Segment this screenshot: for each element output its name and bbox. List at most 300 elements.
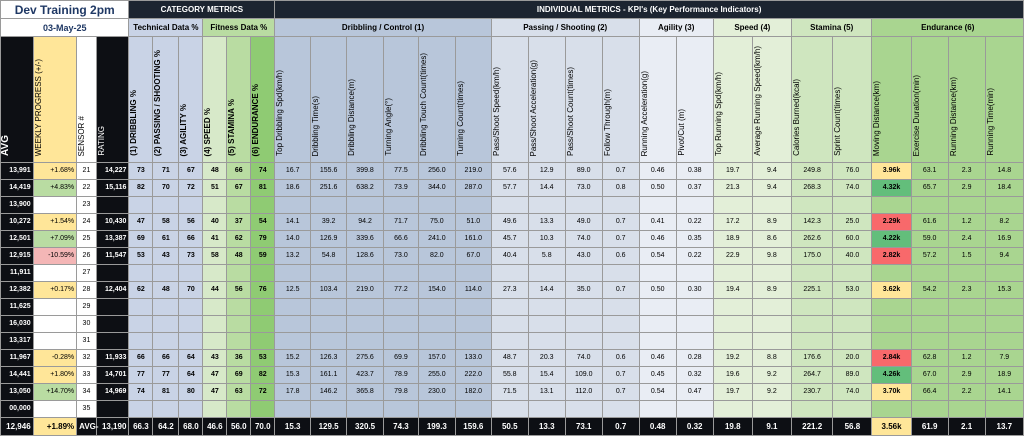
metric-value-cell: 5.8 [528,248,565,265]
player-row[interactable] [1,214,1024,231]
metric-value-cell: 66.4 [911,384,948,401]
sensor-cell: 27 [77,265,97,282]
column-header-7 [203,37,227,163]
metric-value-cell: 0.46 [639,350,676,367]
weekly-progress-cell: -0.28% [33,350,77,367]
average-value-cell: 0.7 [602,418,639,436]
player-row[interactable] [1,350,1024,367]
avg-cell: 11,625 [1,299,34,316]
metric-value-cell: 249.8 [791,163,832,180]
metric-value-cell: 69.9 [384,350,419,367]
metric-value-cell: 256.0 [418,163,455,180]
metric-value-cell: 73.9 [384,180,419,197]
rating-cell [96,333,129,350]
metric-value-cell [565,299,602,316]
player-row[interactable] [1,163,1024,180]
category-value-cell: 53 [129,248,153,265]
category-value-cell: 43 [203,350,227,367]
metric-value-cell [347,401,384,418]
rating-cell [96,197,129,214]
metric-value-cell: 2.84k [872,350,911,367]
metric-value-cell [311,197,347,214]
category-value-cell: 47 [203,384,227,401]
metric-value-cell: 230.0 [418,384,455,401]
metric-value-cell [676,333,713,350]
metric-value-cell: 8.9 [752,214,791,231]
category-value-cell: 62 [129,282,153,299]
metric-value-cell: 9.2 [752,384,791,401]
metric-value-cell: 74.0 [833,384,872,401]
metric-value-cell [985,197,1023,214]
metric-value-cell [418,333,455,350]
metric-value-cell [528,299,565,316]
metric-value-cell: 9.2 [752,367,791,384]
metric-value-cell [833,299,872,316]
metric-value-cell: 67.0 [455,248,491,265]
avg-cell: 12,915 [1,248,34,265]
metric-value-cell: 67.0 [911,367,948,384]
metric-value-cell: 15.3 [985,282,1023,299]
metric-value-cell [602,197,639,214]
average-value-cell: 73.1 [565,418,602,436]
metric-value-cell: 15.3 [275,367,311,384]
metric-value-cell: 12.9 [528,163,565,180]
metric-value-cell [311,401,347,418]
category-value-cell [153,265,179,282]
metric-value-cell [311,333,347,350]
category-value-cell: 67 [179,163,203,180]
metric-value-cell [639,265,676,282]
category-value-cell: 74 [251,163,275,180]
metric-value-cell [911,316,948,333]
player-row[interactable] [1,333,1024,350]
metric-value-cell [275,197,311,214]
column-header-label: Average Running Speed(km/h) [752,46,762,156]
metric-value-cell [676,299,713,316]
metric-value-cell: 222.0 [455,367,491,384]
average-value-cell: 320.5 [347,418,384,436]
metric-value-cell: 4.26k [872,367,911,384]
metric-value-cell: 0.46 [639,163,676,180]
metric-value-cell [911,197,948,214]
metric-value-cell [791,265,832,282]
average-value-cell: 64.2 [153,418,179,436]
metric-value-cell: 0.22 [676,248,713,265]
metric-value-cell: 175.0 [791,248,832,265]
metric-value-cell: 9.8 [752,248,791,265]
column-header-24 [791,37,832,163]
metric-value-cell [602,299,639,316]
category-value-cell [203,197,227,214]
metric-value-cell: 18.4 [985,180,1023,197]
category-value-cell: 73 [129,163,153,180]
category-value-cell: 37 [227,214,251,231]
metric-value-cell [602,401,639,418]
avg-cell: 14,419 [1,180,34,197]
metric-value-cell [985,316,1023,333]
category-value-cell: 74 [129,384,153,401]
metric-value-cell: 49.6 [491,214,528,231]
metric-value-cell [676,197,713,214]
metric-value-cell: 16.7 [275,163,311,180]
column-header-label: AVG [0,135,11,156]
column-header-label: RATING [96,126,106,156]
metric-value-cell [948,299,985,316]
metric-value-cell: 0.54 [639,384,676,401]
metric-value-cell [872,333,911,350]
metric-value-cell: 78.9 [384,367,419,384]
average-value-cell: 13.3 [528,418,565,436]
player-row[interactable] [1,367,1024,384]
metric-value-cell: 114.0 [455,282,491,299]
column-header-label: Exercise Duration(min) [911,74,921,156]
metric-value-cell: 12.5 [275,282,311,299]
category-value-cell: 64 [179,350,203,367]
metric-value-cell [791,316,832,333]
metric-value-cell: 16.9 [985,231,1023,248]
metric-value-cell: 14.4 [528,180,565,197]
metric-value-cell [384,265,419,282]
metric-value-cell: 103.4 [311,282,347,299]
sensor-cell: 32 [77,350,97,367]
category-value-cell [153,333,179,350]
metric-value-cell: 94.2 [347,214,384,231]
metric-value-cell: 19.4 [713,282,752,299]
metric-value-cell: 0.50 [639,282,676,299]
metric-value-cell: 8.6 [752,231,791,248]
category-value-cell: 81 [251,180,275,197]
metric-value-cell: 8.8 [752,350,791,367]
weekly-progress-cell [33,316,77,333]
category-value-cell: 43 [153,248,179,265]
category-value-cell: 82 [129,180,153,197]
sensor-cell: 23 [77,197,97,214]
metric-value-cell: 275.6 [347,350,384,367]
metric-value-cell [752,316,791,333]
player-row[interactable] [1,231,1024,248]
metric-value-cell [275,265,311,282]
category-value-cell: 63 [227,384,251,401]
column-header-label: Top Dribbling Spd(km/h) [275,70,285,156]
metric-value-cell: 61.6 [911,214,948,231]
average-value-cell: 66.3 [129,418,153,436]
column-header-13 [384,37,419,163]
metric-value-cell: 2.3 [948,282,985,299]
category-value-cell: 67 [227,180,251,197]
category-value-cell: 66 [179,231,203,248]
metric-value-cell [491,316,528,333]
metric-value-cell: 57.6 [491,163,528,180]
metric-value-cell: 39.2 [311,214,347,231]
category-value-cell [227,197,251,214]
metric-value-cell: 0.8 [602,180,639,197]
metric-value-cell [833,316,872,333]
sensor-cell: 33 [77,367,97,384]
category-value-cell: 77 [129,367,153,384]
metric-value-cell [639,299,676,316]
metric-value-cell: 1.5 [948,248,985,265]
category-value-cell [251,265,275,282]
metric-value-cell: 43.0 [565,248,602,265]
category-value-cell [129,401,153,418]
metric-value-cell [347,197,384,214]
category-value-cell: 70 [153,180,179,197]
column-header-label: WEEKLY PROGRESS (+/-) [33,58,43,156]
player-row[interactable] [1,197,1024,214]
metric-value-cell: 638.2 [347,180,384,197]
column-header-18 [565,37,602,163]
column-header-label: Pivot/Cut (m) [676,109,686,156]
metric-value-cell: 161.1 [311,367,347,384]
metric-value-cell: 0.7 [602,367,639,384]
metric-value-cell: 62.8 [911,350,948,367]
metric-value-cell: 251.6 [311,180,347,197]
category-value-cell: 53 [251,350,275,367]
metric-value-cell: 126.3 [311,350,347,367]
metric-value-cell [565,197,602,214]
metric-value-cell: 2.3 [948,163,985,180]
metric-value-cell [713,299,752,316]
metric-value-cell: 19.7 [713,384,752,401]
metric-value-cell: 1.2 [948,350,985,367]
metric-value-cell: 155.6 [311,163,347,180]
metric-value-cell [528,316,565,333]
metric-value-cell: 18.9 [713,231,752,248]
category-value-cell: 41 [203,231,227,248]
speed-group-header: Speed (4) [713,19,791,37]
metric-value-cell: 142.3 [791,214,832,231]
metric-value-cell: 0.6 [602,248,639,265]
average-value-cell: 3.56k [872,418,911,436]
category-value-cell: 40 [203,214,227,231]
metric-value-cell: 268.3 [791,180,832,197]
average-value-cell: 56.8 [833,418,872,436]
metric-value-cell: 0.46 [639,231,676,248]
column-header-27 [911,37,948,163]
metric-value-cell [418,401,455,418]
metric-value-cell [948,333,985,350]
sensor-cell: 25 [77,231,97,248]
average-value-cell: 68.0 [179,418,203,436]
avg-cell: 13,991 [1,163,34,180]
metric-value-cell [528,197,565,214]
metric-value-cell [491,299,528,316]
metric-value-cell [752,333,791,350]
category-value-cell: 54 [251,214,275,231]
player-row[interactable] [1,265,1024,282]
metric-value-cell [275,316,311,333]
metric-value-cell: 399.8 [347,163,384,180]
metric-value-cell: 344.0 [418,180,455,197]
metric-value-cell: 76.0 [833,163,872,180]
category-value-cell: 76 [251,282,275,299]
metric-value-cell [491,265,528,282]
rating-total-cell: 13,190 [96,418,129,436]
sensor-cell: 34 [77,384,97,401]
metric-value-cell [833,333,872,350]
metric-value-cell [455,401,491,418]
metric-value-cell [565,316,602,333]
metric-value-cell: 40.4 [491,248,528,265]
metric-value-cell [528,333,565,350]
player-row[interactable] [1,316,1024,333]
metric-value-cell [872,197,911,214]
metric-value-cell: 0.54 [639,248,676,265]
column-header-17 [528,37,565,163]
metric-value-cell [872,265,911,282]
metric-value-cell: 74.0 [833,180,872,197]
column-header-label: (4) SPEED % [203,107,213,156]
metric-value-cell: 60.0 [833,231,872,248]
metric-value-cell: 3.70k [872,384,911,401]
player-row[interactable] [1,401,1024,418]
metric-value-cell: 73.0 [565,180,602,197]
metric-value-cell: 53.0 [833,282,872,299]
category-value-cell: 82 [251,367,275,384]
stamina-group-header: Stamina (5) [791,19,872,37]
metric-value-cell: 2.4 [948,231,985,248]
metric-value-cell: 255.0 [418,367,455,384]
rating-cell: 10,430 [96,214,129,231]
column-header-3 [96,37,129,163]
metric-value-cell: 63.1 [911,163,948,180]
metric-value-cell [985,265,1023,282]
avg-cell: 12,501 [1,231,34,248]
metric-value-cell: 75.0 [418,214,455,231]
category-value-cell: 58 [153,214,179,231]
column-header-15 [455,37,491,163]
avg-cell: 00,000 [1,401,34,418]
category-value-cell [227,265,251,282]
metric-value-cell: 161.0 [455,231,491,248]
column-header-19 [602,37,639,163]
metric-value-cell: 9.4 [985,248,1023,265]
category-value-cell: 66 [227,163,251,180]
sensor-cell: 30 [77,316,97,333]
metric-value-cell [347,299,384,316]
metric-value-cell: 20.3 [528,350,565,367]
metric-value-cell: 0.22 [676,214,713,231]
metric-value-cell: 126.9 [311,231,347,248]
category-value-cell [179,333,203,350]
column-header-20 [639,37,676,163]
metric-value-cell: 19.6 [713,367,752,384]
column-header-21 [676,37,713,163]
category-value-cell: 56 [227,282,251,299]
column-header-label: (3) AGILITY % [179,103,189,156]
metric-value-cell [985,333,1023,350]
category-value-cell: 36 [227,350,251,367]
metric-value-cell: 0.28 [676,350,713,367]
category-value-cell: 56 [179,214,203,231]
player-row[interactable] [1,299,1024,316]
metric-value-cell [418,197,455,214]
category-value-cell: 77 [153,367,179,384]
metric-value-cell: 9.4 [752,180,791,197]
metric-value-cell [565,333,602,350]
metric-value-cell [491,333,528,350]
metric-value-cell: 133.0 [455,350,491,367]
player-row[interactable] [1,180,1024,197]
category-value-cell [227,299,251,316]
avg-cell: 13,900 [1,197,34,214]
metric-value-cell: 0.7 [602,384,639,401]
metric-value-cell [948,265,985,282]
column-header-label: Dribbling Distance(m) [347,79,357,156]
metric-value-cell: 241.0 [418,231,455,248]
metric-value-cell: 0.41 [639,214,676,231]
column-header-label: Running Distance(km) [948,76,958,156]
average-value-cell: 70.0 [251,418,275,436]
metric-value-cell: 339.6 [347,231,384,248]
metric-value-cell: 82.0 [418,248,455,265]
column-header-4 [129,37,153,163]
fitness-data-header: Fitness Data % [203,19,275,37]
category-value-cell [203,333,227,350]
metric-value-cell: 8.2 [985,214,1023,231]
metric-value-cell: 287.0 [455,180,491,197]
rating-cell [96,316,129,333]
metric-value-cell [752,299,791,316]
avg-cell: 13,050 [1,384,34,401]
metric-value-cell: 15.2 [275,350,311,367]
weekly-progress-cell: +4.83% [33,180,77,197]
category-value-cell [203,401,227,418]
rating-cell: 14,701 [96,367,129,384]
weekly-progress-cell: +1.80% [33,367,77,384]
rating-cell: 14,969 [96,384,129,401]
metric-value-cell [985,401,1023,418]
average-value-cell: 13.7 [985,418,1023,436]
metric-value-cell: 0.7 [602,282,639,299]
column-header-8 [227,37,251,163]
weekly-progress-cell: +7.09% [33,231,77,248]
metric-value-cell [752,265,791,282]
column-header-1 [33,37,77,163]
player-row[interactable] [1,248,1024,265]
metric-value-cell: 0.7 [602,231,639,248]
rating-cell: 13,387 [96,231,129,248]
column-header-12 [347,37,384,163]
metric-value-cell: 0.38 [676,163,713,180]
metric-value-cell [752,401,791,418]
metric-value-cell [639,197,676,214]
player-row[interactable] [1,282,1024,299]
metric-value-cell [639,401,676,418]
metric-value-cell [347,265,384,282]
sheet-title: Dev Training 2pm [1,1,129,19]
metric-value-cell: 2.9 [948,180,985,197]
column-header-label: Moving Distance(km) [872,80,882,156]
column-header-label: Pass/Shoot Speed(km/h) [491,67,501,156]
metric-value-cell [384,333,419,350]
column-header-16 [491,37,528,163]
sensor-cell: 22 [77,180,97,197]
column-header-label: Follow Through(m) [602,89,612,156]
column-header-23 [752,37,791,163]
avg-cell: 11,911 [1,265,34,282]
category-value-cell [179,299,203,316]
category-value-cell: 66 [129,350,153,367]
average-value-cell: 15.3 [275,418,311,436]
category-value-cell [129,333,153,350]
average-value-cell: 0.32 [676,418,713,436]
metric-value-cell: 146.2 [311,384,347,401]
player-row[interactable] [1,384,1024,401]
column-header-label: Calories Burned(kcal) [791,79,801,156]
category-value-cell: 51 [203,180,227,197]
metric-value-cell: 1.2 [948,214,985,231]
